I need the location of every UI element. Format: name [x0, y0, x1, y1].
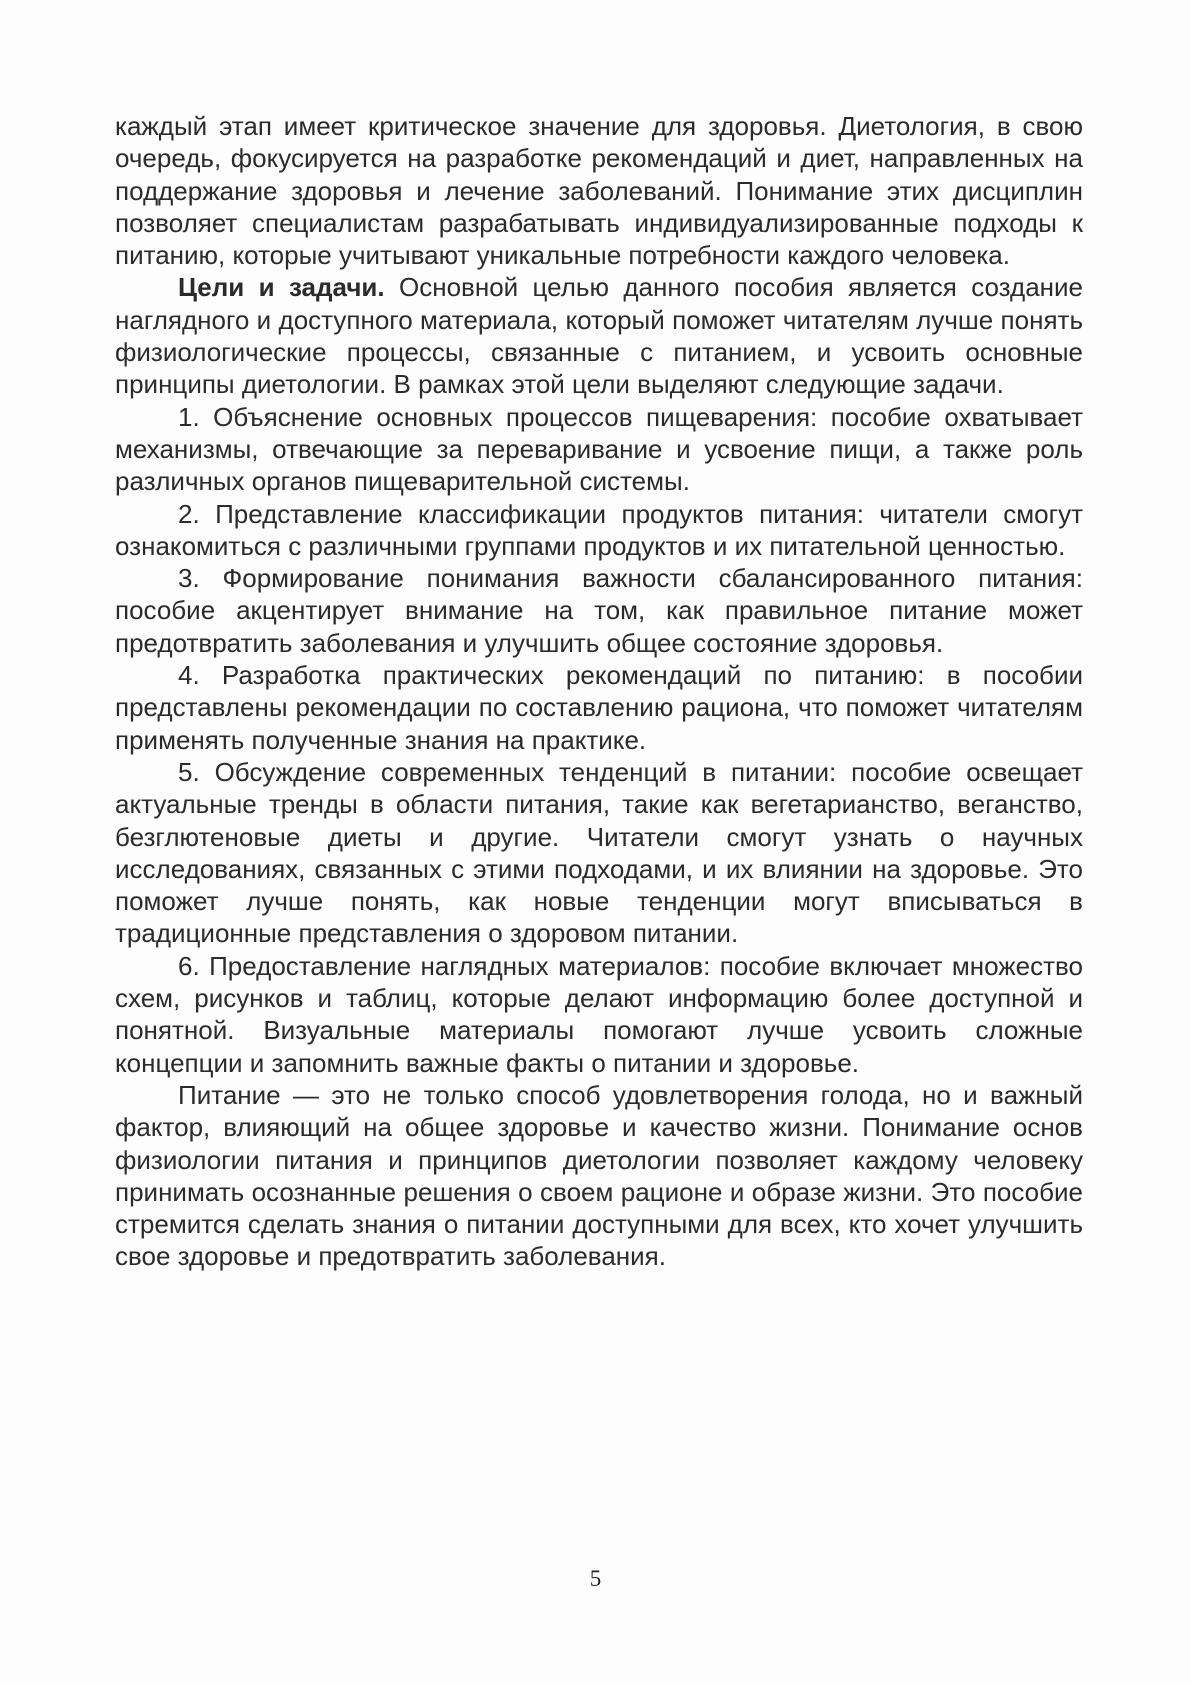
paragraph-conclusion: Питание — это не только способ удовлетворения голода, но и важный фактор, влияющий на общее здоровье и качество жизни. Понимание основ физиологии питания и принципов диетологии позволяет каждому человеку принимать осознанные решения о своем рационе и образе жизни. Это пособие стремится сделать знания о питании доступными для всех, кто хочет улучшить свое здоровье и предотвратить заболевания. — [115, 1079, 1083, 1272]
task-item-4: 4. Разработка практических рекомендаций по питанию: в пособии представлены рекомендации по составлению рациона, что поможет читателям применять полученные знания на практике. — [115, 660, 1083, 755]
goals-text: Основной целью данного пособия является создание наглядного и доступного материала, который поможет читателям лучше понять физиологические процессы, связанные с питанием, и усвоить основные принципы диетологии. В рамках этой цели выделяют следующие задачи. — [115, 272, 1083, 400]
task-item-2: 2. Представление классификации продуктов питания: читатели смогут ознакомиться с различными группами продуктов и их питательной ценностью. — [115, 498, 1083, 561]
task-item-5: 5. Обсуждение современных тенденций в питании: пособие освещает актуальные тренды в области питания, такие как вегетарианство, веганство, безглютеновые диеты и другие. Читатели смогут узнать о научных исследованиях, связанных с этими подходами, и их влиянии на здоровье. Это поможет лучше понять, как новые тенденции могут вписываться в традиционные представления о здоровом питании. — [115, 756, 1083, 949]
task-item-1: 1. Объяснение основных процессов пищеварения: пособие охватывает механизмы, отвечающие за переваривание и усвоение пищи, а также роль различных органов пищеварительной системы. — [115, 401, 1083, 497]
task-item-6: 6. Предоставление наглядных материалов: пособие включает множество схем, рисунков и таблиц, которые делают информацию более доступной и понятной. Визуальные материалы помогают лучше усвоить сложные концепции и запомнить важные факты о питании и здоровье. — [115, 950, 1083, 1078]
goals-heading: Цели и задачи. — [178, 272, 385, 303]
task-item-3: 3. Формирование понимания важности сбалансированного питания: пособие акцентирует внимание на том, как правильное питание может предотвратить заболевания и улучшить общее состояние здоровья. — [115, 563, 1083, 658]
page-number: 5 — [589, 1566, 602, 1591]
paragraph-continuation: каждый этап имеет критическое значение для здоровья. Диетология, в свою очередь, фокусируется на разработке рекомендаций и диет, направленных на поддержание здоровья и лечение заболеваний. Понимание этих дисциплин позволяет специалистам разрабатывать индивидуализированные подходы к питанию, которые учитывают уникальные потребности каждого человека. — [115, 111, 1083, 271]
body-text — [115, 110, 1083, 1273]
paragraph-goals — [115, 271, 1083, 400]
